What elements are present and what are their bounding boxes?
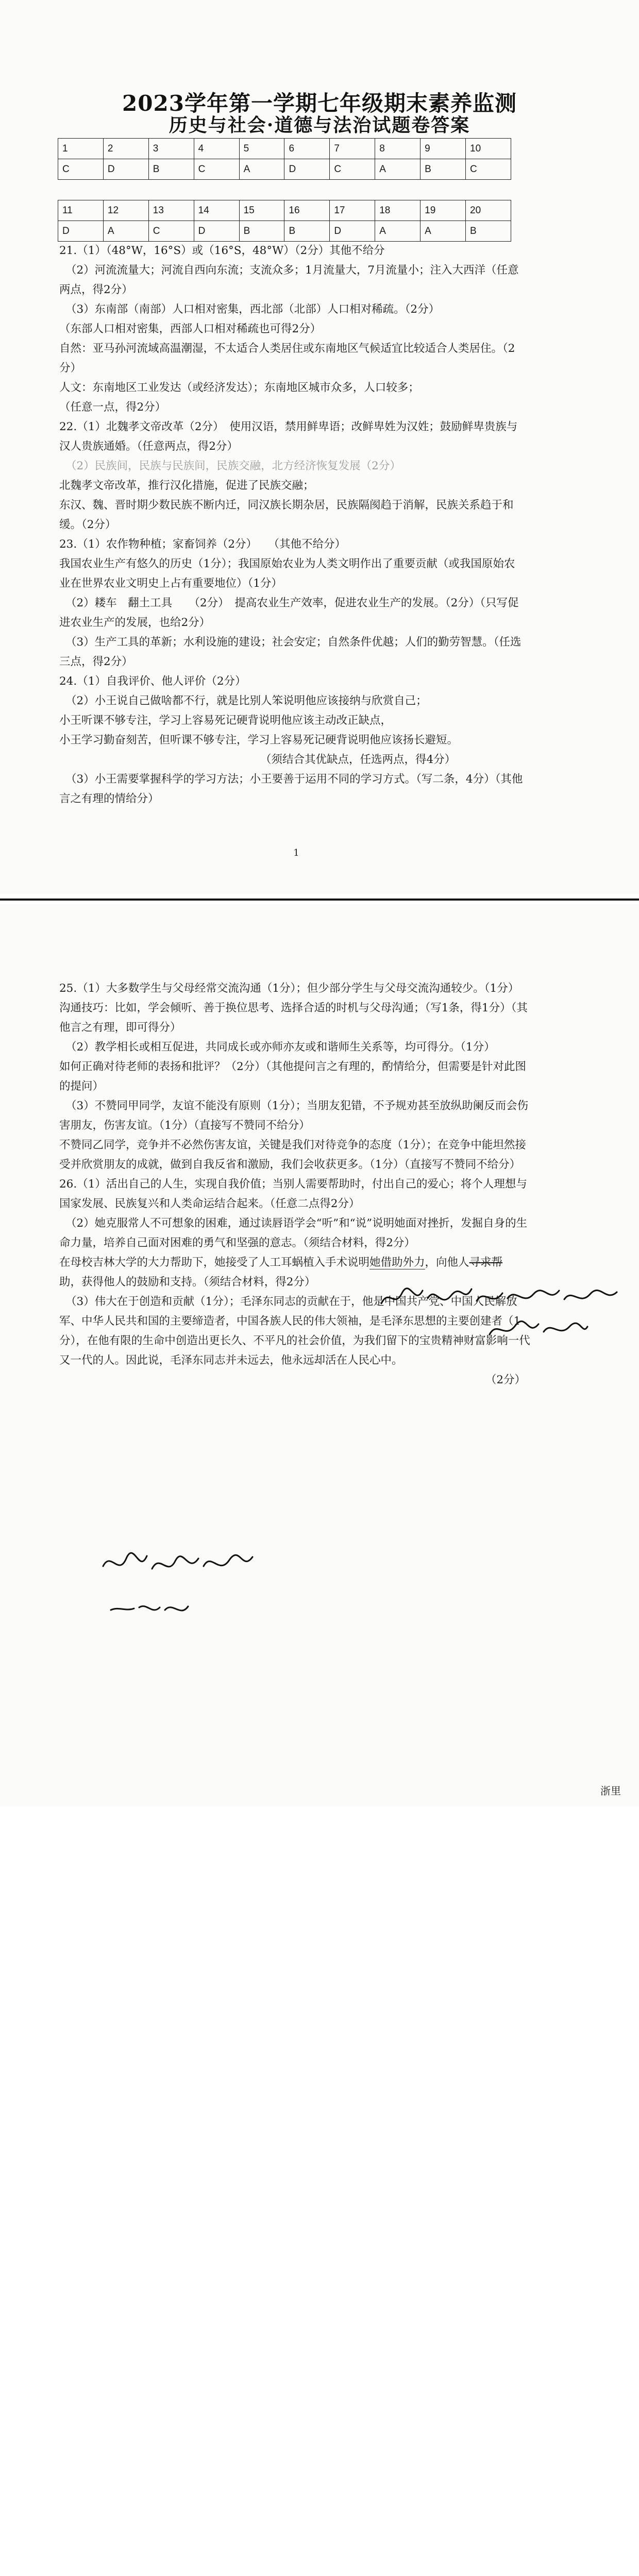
answer-cell: A	[239, 159, 284, 180]
q23-part1: 23.（1）农作物种植；家畜饲养（2分） （其他不给分）	[59, 538, 346, 551]
q26-part2: （2）她克服常人不可想象的困难，通过读唇语学会“听”和“说”说明她面对挫折，发掘自身的生命力量，培养自己面对困难的勇气和坚强的意志。（须结合材料，得2分）	[59, 1217, 528, 1249]
q21-human: 人文：东南地区工业发达（或经济发达）；东南地区城市众多，人口较多；	[59, 381, 419, 394]
question-number-cell: 11	[58, 200, 104, 221]
q22-part2-faded: （2）民族间，民族与民族间，民族交融，北方经济恢复发展（2分）	[65, 460, 401, 472]
q21-part3: （3）东南部（南部）人口相对密集，西北部（北部）人口相对稀疏。（2分）	[65, 303, 440, 316]
corner-watermark-text: 浙里	[600, 1786, 621, 1797]
answer-cell: B	[284, 221, 330, 242]
q25-part3-b: 不赞同乙同学，竞争并不必然伤害友谊，关键是我们对待竞争的态度（1分）；在竞争中能坦然接受并欣赏朋友的成就，做到自我反省和激励，我们会收获更多。（1分）（直接写不赞同不给分）	[59, 1139, 526, 1171]
page-divider-line	[0, 899, 639, 901]
q26-part2-c: 助，获得他人的鼓励和支持。（须结合材料，得2分）	[59, 1276, 316, 1289]
q25-part1: 25.（1）大多数学生与父母经常交流沟通（1分）；但少部分学生与父母交流沟通较少。（1分）	[59, 982, 519, 995]
answer-cell: A	[103, 221, 148, 242]
question-number-cell: 14	[194, 200, 239, 221]
q24-score-note: （须结合其优缺点，任选两点，得4分）	[260, 753, 456, 766]
answer-cell: D	[330, 221, 375, 242]
q24-part3: （3）小王需要掌握科学的学习方法；小王要善于运用不同的学习方式。（写二条，4分）（其他言之有理的情给分）	[59, 773, 523, 805]
q24-part1: 24.（1）自我评价、他人评价（2分）	[59, 675, 246, 688]
q24-part2: （2）小王说自己做啥都不行，就是比别人笨说明他应该接纳与欣赏自己；	[65, 694, 427, 707]
answers-21-24	[59, 241, 523, 809]
answer-cell: C	[194, 159, 239, 180]
question-number-cell: 1	[58, 139, 104, 159]
q25-part2: （2）教学相长或相互促进，共同成长或亦师亦友或和谐师生关系等，均可得分。（1分）	[65, 1041, 495, 1054]
answer-cell: A	[421, 221, 466, 242]
question-number-cell: 18	[375, 200, 421, 221]
q22-line-a: 北魏孝文帝改革，推行汉化措施，促进了民族交融；	[59, 479, 314, 492]
question-number-row	[58, 139, 511, 159]
exam-title: 2023学年第一学期七年级期末素养监测	[122, 91, 517, 116]
question-number-cell: 3	[148, 139, 194, 159]
q26-part1: 26.（1）活出自己的人生，实现自我价值；当别人需要帮助时，付出自己的爱心；将个人理想与国家发展、民族复兴和人类命运结合起来。（任意二点得2分）	[59, 1178, 527, 1210]
q25-question: 如何正确对待老师的表扬和批评？（2分）（其他提问言之有理的，酌情给分，但需要是针对此图的提问）	[59, 1060, 526, 1093]
question-number-cell: 10	[466, 139, 511, 159]
question-number-cell: 4	[194, 139, 239, 159]
answer-cell: A	[375, 159, 421, 180]
answer-cell: B	[239, 221, 284, 242]
q21-part2: （2）河流流量大；河流自西向东流；支流众多；1月流量大，7月流量小；注入大西洋（任意两点，得2分）	[59, 264, 519, 296]
answer-cell: B	[148, 159, 194, 180]
exam-subtitle: 历史与社会·道德与法治试题卷答案	[169, 114, 470, 136]
page-number: 1	[293, 848, 299, 858]
q26-text-a: 在母校吉林大学的大力帮助下，她接受了人工耳蜗植入手术说明	[59, 1256, 370, 1269]
q23-part3: （3）生产工具的革新；水利设施的建设；社会安定；自然条件优越；人们的勤劳智慧。（任选三点，得2分）	[59, 636, 522, 668]
q26-part2-b	[59, 1253, 531, 1273]
question-number-cell: 19	[421, 200, 466, 221]
answer-table-1-10	[58, 138, 511, 180]
question-number-row	[58, 200, 511, 221]
q26-underlined: 她借助外力	[369, 1256, 425, 1269]
question-number-cell: 16	[284, 200, 330, 221]
answer-page-2	[0, 904, 639, 1806]
question-number-cell: 9	[421, 139, 466, 159]
question-number-cell: 13	[148, 200, 194, 221]
q25-part3: （3）不赞同甲同学，友谊不能没有原则（1分）；当朋友犯错，不予规劝甚至放纵助阑反而会伤害朋友，伤害友谊。（1分）（直接写不赞同不给分）	[59, 1099, 529, 1132]
question-number-cell: 8	[375, 139, 421, 159]
q24-line-b: 小王学习勤奋刻苦，但听课不够专注，学习上容易死记硬背说明他应该扬长避短。	[59, 734, 459, 747]
answer-letter-row	[58, 221, 511, 242]
answer-page-1	[0, 0, 639, 894]
q23-significance: 我国农业生产有悠久的历史（1分）；我国原始农业为人类文明作出了重要贡献（或我国原始农业在世界农业文明史上占有重要地位）（1分）	[59, 557, 515, 590]
question-number-cell: 2	[103, 139, 148, 159]
answer-cell: B	[466, 221, 511, 242]
answer-cell: B	[421, 159, 466, 180]
q26-part3: （3）伟大在于创造和贡献（1分）；毛泽东同志的贡献在于，他是中国共产党、中国人民解放军、中华人民共和国的主要缔造者，中国各族人民的伟大领袖，是毛泽东思想的主要创建者（1分），在他有限的生命中创造出更长久、不平凡的社会价值，为我们留下的宝贵精神财富影响一代又一代的人。因此说，毛泽东同志并未远去，他永远却活在人民心中。	[59, 1295, 530, 1367]
q21-part1: 21.（1）（48°W，16°S）或（16°S，48°W）（2分）其他不给分	[59, 244, 385, 257]
answer-cell: C	[330, 159, 375, 180]
answer-cell: D	[103, 159, 148, 180]
answers-25-26	[59, 979, 531, 1390]
q22-line-b: 东汉、魏、晋时期少数民族不断内迁，同汉族长期杂居，民族隔阂趋于消解，民族关系趋于和缓。（2分）	[59, 499, 514, 531]
answer-cell: D	[58, 221, 104, 242]
q26-score: （2分）	[485, 1374, 526, 1386]
q22-part1: 22.（1）北魏孝文帝改革（2分） 使用汉语，禁用鲜卑语；改鲜卑姓为汉姓；鼓励鲜卑贵族与汉人贵族通婚。（任意两点，得2分）	[59, 420, 518, 453]
q25-skills: 沟通技巧：比如，学会倾听、善于换位思考、选择合适的时机与父母沟通；（写1条，得1分）（其他言之有理，即可得分）	[59, 1002, 528, 1034]
question-number-cell: 15	[239, 200, 284, 221]
q21-score-note: （任意一点，得2分）	[59, 401, 166, 414]
question-number-cell: 7	[330, 139, 375, 159]
question-number-cell: 17	[330, 200, 375, 221]
question-number-cell: 6	[284, 139, 330, 159]
answer-cell: C	[148, 221, 194, 242]
q23-part2: （2）耧车 翻土工具 （2分） 提高农业生产效率，促进农业生产的发展。（2分）（只写促进农业生产的发展，也给2分）	[59, 597, 519, 629]
answer-cell: D	[284, 159, 330, 180]
q26-text-b: ，向他人	[425, 1256, 469, 1269]
question-number-cell: 12	[103, 200, 148, 221]
question-number-cell: 5	[239, 139, 284, 159]
answer-cell: A	[375, 221, 421, 242]
answer-cell: C	[58, 159, 104, 180]
answer-cell: D	[194, 221, 239, 242]
question-number-cell: 20	[466, 200, 511, 221]
q26-struck: 寻求帮	[469, 1256, 503, 1269]
q21-nature: 自然：亚马孙河流域高温潮湿，不太适合人类居住或东南地区气候适宜比较适合人类居住。（2分）	[59, 342, 515, 375]
answer-cell: C	[466, 159, 511, 180]
answer-table-11-20	[58, 200, 511, 242]
q21-note: （东部人口相对密集，西部人口相对稀疏也可得2分）	[59, 323, 322, 335]
answer-letter-row	[58, 159, 511, 180]
q24-line-a: 小王听课不够专注，学习上容易死记硬背说明他应该主动改正缺点，	[59, 714, 392, 727]
